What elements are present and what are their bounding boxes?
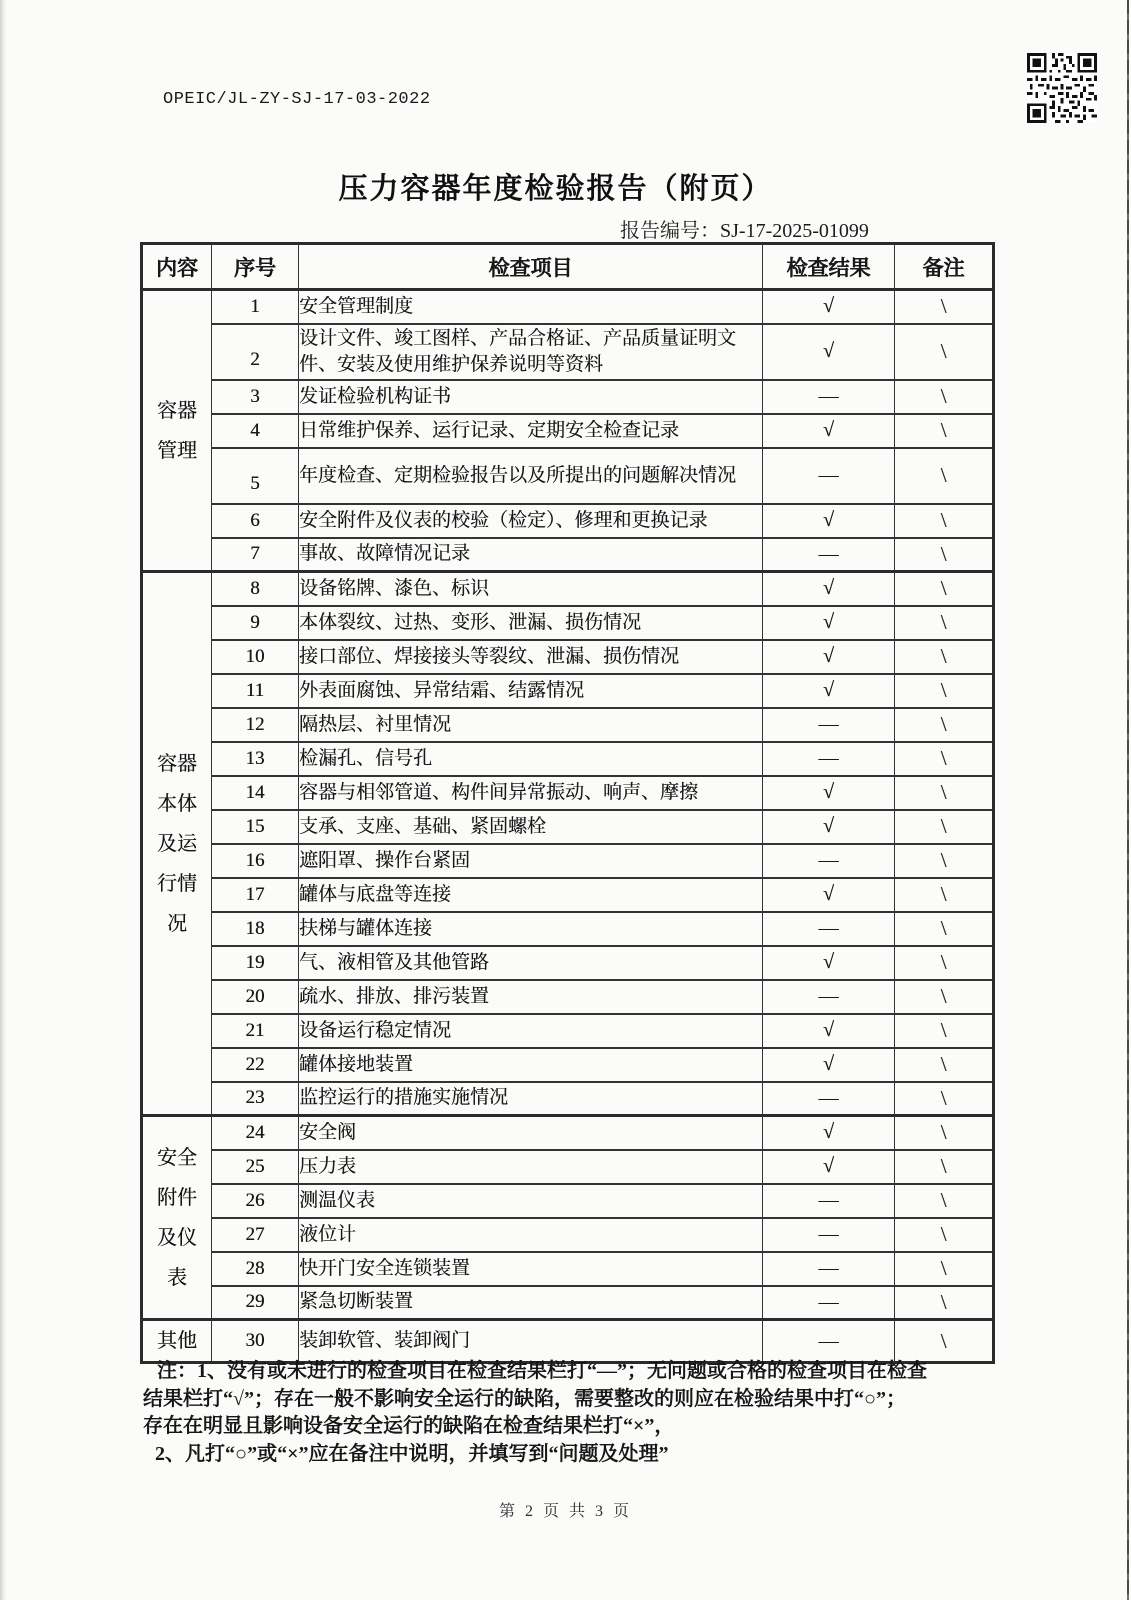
inspection-result-cell: — [763, 708, 895, 742]
document-code: OPEIC/JL-ZY-SJ-17-03-2022 [163, 90, 431, 109]
inspection-item-cell: 疏水、排放、排污装置 [299, 980, 763, 1014]
inspection-table-body [142, 290, 994, 1363]
inspection-result-cell: √ [763, 414, 895, 448]
table-row [142, 1082, 994, 1116]
content-group-label: 管理 [157, 439, 197, 462]
table-row [142, 844, 994, 878]
inspection-result-cell: √ [763, 290, 895, 324]
table-row [142, 980, 994, 1014]
remark-cell: \ [895, 946, 994, 980]
content-group-cell [142, 1320, 212, 1363]
inspection-result-cell: — [763, 380, 895, 414]
remark-cell: \ [895, 1082, 994, 1116]
inspection-item-cell: 隔热层、衬里情况 [299, 708, 763, 742]
serial-number-cell: 1 [212, 290, 299, 324]
serial-number-cell: 29 [212, 1286, 299, 1320]
inspection-item-cell: 支承、支座、基础、紧固螺栓 [299, 810, 763, 844]
remark-cell: \ [895, 1320, 994, 1363]
table-row [142, 1286, 994, 1320]
remark-cell: \ [895, 290, 994, 324]
table-row [142, 640, 994, 674]
footnote-line: 存在在明显且影响设备安全运行的缺陷在检查结果栏打“×”， [143, 1415, 675, 1437]
inspection-result-cell: — [763, 1082, 895, 1116]
inspection-item-cell: 安全管理制度 [299, 290, 763, 324]
inspection-result-cell: — [763, 1320, 895, 1363]
table-row [142, 504, 994, 538]
inspection-result-cell: √ [763, 946, 895, 980]
table-row [142, 674, 994, 708]
inspection-item-cell: 遮阳罩、操作台紧固 [299, 844, 763, 878]
table-row [142, 380, 994, 414]
remark-cell: \ [895, 1286, 994, 1320]
serial-number-cell: 14 [212, 776, 299, 810]
remark-cell: \ [895, 1048, 994, 1082]
header-remark: 备注 [895, 244, 994, 290]
table-row [142, 946, 994, 980]
inspection-item-cell: 安全附件及仪表的校验（检定）、修理和更换记录 [299, 504, 763, 538]
inspection-result-cell: √ [763, 606, 895, 640]
table-row [142, 606, 994, 640]
inspection-result-cell: √ [763, 810, 895, 844]
remark-cell: \ [895, 1116, 994, 1150]
inspection-item-cell: 接口部位、焊接接头等裂纹、泄漏、损伤情况 [299, 640, 763, 674]
remark-cell: \ [895, 980, 994, 1014]
serial-number-cell: 15 [212, 810, 299, 844]
content-group-label: 及仪 [157, 1226, 197, 1249]
inspection-result-cell: — [763, 1184, 895, 1218]
inspection-item-cell: 压力表 [299, 1150, 763, 1184]
serial-number-cell: 9 [212, 606, 299, 640]
inspection-result-cell: — [763, 844, 895, 878]
serial-number-cell: 24 [212, 1116, 299, 1150]
serial-number-cell: 28 [212, 1252, 299, 1286]
table-row [142, 1150, 994, 1184]
remark-cell: \ [895, 572, 994, 606]
inspection-item-cell: 紧急切断装置 [299, 1286, 763, 1320]
inspection-result-cell: — [763, 1252, 895, 1286]
remark-cell: \ [895, 742, 994, 776]
serial-number-cell: 5 [212, 448, 299, 504]
table-row [142, 448, 994, 504]
table-row [142, 1184, 994, 1218]
remark-cell: \ [895, 448, 994, 504]
inspection-item-cell: 本体裂纹、过热、变形、泄漏、损伤情况 [299, 606, 763, 640]
serial-number-cell: 21 [212, 1014, 299, 1048]
table-row [142, 572, 994, 606]
content-group-label: 安全 [157, 1146, 197, 1169]
table-row [142, 324, 994, 380]
content-group-label: 表 [167, 1266, 187, 1289]
footnote-line: 结果栏打“√”；存在一般不影响安全运行的缺陷，需要整改的则应在检验结果中打“○”； [143, 1387, 907, 1410]
remark-cell: \ [895, 844, 994, 878]
table-row [142, 1218, 994, 1252]
content-group-cell [142, 1116, 212, 1320]
serial-number-cell: 10 [212, 640, 299, 674]
table-row [142, 1116, 994, 1150]
header-inspection-item: 检查项目 [299, 244, 763, 290]
inspection-result-cell: √ [763, 776, 895, 810]
inspection-item-cell: 设备运行稳定情况 [299, 1014, 763, 1048]
inspection-item-cell: 检漏孔、信号孔 [299, 742, 763, 776]
serial-number-cell: 2 [212, 324, 299, 380]
serial-number-cell: 7 [212, 538, 299, 572]
inspection-item-cell: 事故、故障情况记录 [299, 538, 763, 572]
inspection-item-cell: 日常维护保养、运行记录、定期安全检查记录 [299, 414, 763, 448]
table-row [142, 742, 994, 776]
table-row [142, 538, 994, 572]
content-group-label: 及运 [157, 832, 197, 855]
inspection-item-cell: 发证检验机构证书 [299, 380, 763, 414]
inspection-result-cell: √ [763, 1014, 895, 1048]
qr-code-icon [1027, 52, 1097, 124]
inspection-result-cell: — [763, 742, 895, 776]
serial-number-cell: 11 [212, 674, 299, 708]
table-row [142, 1014, 994, 1048]
serial-number-cell: 3 [212, 380, 299, 414]
serial-number-cell: 12 [212, 708, 299, 742]
inspection-item-cell: 外表面腐蚀、异常结霜、结露情况 [299, 674, 763, 708]
serial-number-cell: 16 [212, 844, 299, 878]
content-group-label: 容器 [157, 752, 197, 775]
remark-cell: \ [895, 414, 994, 448]
inspection-result-cell: — [763, 448, 895, 504]
serial-number-cell: 23 [212, 1082, 299, 1116]
table-row [142, 414, 994, 448]
page-title: 压力容器年度检验报告（附页） [338, 173, 773, 205]
content-group-label: 行情 [157, 872, 197, 895]
inspection-result-cell: √ [763, 504, 895, 538]
header-inspection-result: 检查结果 [763, 244, 895, 290]
remark-cell: \ [895, 324, 994, 380]
inspection-result-cell: — [763, 1218, 895, 1252]
inspection-item-cell: 年度检查、定期检验报告以及所提出的问题解决情况 [299, 448, 763, 504]
table-row [142, 1252, 994, 1286]
inspection-result-cell: √ [763, 1150, 895, 1184]
inspection-item-cell: 容器与相邻管道、构件间异常振动、响声、摩擦 [299, 776, 763, 810]
header-content: 内容 [142, 244, 212, 290]
remark-cell: \ [895, 538, 994, 572]
serial-number-cell: 4 [212, 414, 299, 448]
inspection-result-cell: — [763, 980, 895, 1014]
report-number: 报告编号：SJ-17-2025-01099 [620, 220, 869, 242]
remark-cell: \ [895, 878, 994, 912]
table-row [142, 708, 994, 742]
table-row [142, 1320, 994, 1363]
table-row [142, 776, 994, 810]
table-row [142, 810, 994, 844]
inspection-item-cell: 罐体与底盘等连接 [299, 878, 763, 912]
table-row [142, 290, 994, 324]
inspection-result-cell: √ [763, 324, 895, 380]
content-group-label: 其他 [157, 1330, 197, 1352]
inspection-result-cell: — [763, 1286, 895, 1320]
scan-edge-artifact-right [1127, 0, 1129, 1600]
page-number: 第 2 页 共 3 页 [498, 1503, 632, 1520]
serial-number-cell: 27 [212, 1218, 299, 1252]
content-group-label: 附件 [157, 1186, 197, 1209]
table-row [142, 878, 994, 912]
serial-number-cell: 26 [212, 1184, 299, 1218]
remark-cell: \ [895, 810, 994, 844]
inspection-result-cell: √ [763, 640, 895, 674]
remark-cell: \ [895, 504, 994, 538]
content-group-label: 本体 [157, 792, 197, 815]
remark-cell: \ [895, 674, 994, 708]
serial-number-cell: 18 [212, 912, 299, 946]
scan-edge-artifact-left [0, 0, 7, 1600]
inspection-item-cell: 测温仪表 [299, 1184, 763, 1218]
inspection-result-cell: √ [763, 878, 895, 912]
remark-cell: \ [895, 1014, 994, 1048]
content-group-label: 容器 [157, 399, 197, 422]
inspection-item-cell: 设备铭牌、漆色、标识 [299, 572, 763, 606]
inspection-table [140, 242, 995, 1364]
inspection-item-cell: 罐体接地装置 [299, 1048, 763, 1082]
remark-cell: \ [895, 1252, 994, 1286]
inspection-item-cell: 气、液相管及其他管路 [299, 946, 763, 980]
inspection-result-cell: √ [763, 674, 895, 708]
remark-cell: \ [895, 640, 994, 674]
remark-cell: \ [895, 708, 994, 742]
inspection-item-cell: 快开门安全连锁装置 [299, 1252, 763, 1286]
serial-number-cell: 6 [212, 504, 299, 538]
remark-cell: \ [895, 1184, 994, 1218]
remark-cell: \ [895, 380, 994, 414]
remark-cell: \ [895, 912, 994, 946]
serial-number-cell: 17 [212, 878, 299, 912]
inspection-result-cell: — [763, 538, 895, 572]
inspection-item-cell: 装卸软管、装卸阀门 [299, 1320, 763, 1363]
serial-number-cell: 19 [212, 946, 299, 980]
inspection-result-cell: √ [763, 1116, 895, 1150]
remark-cell: \ [895, 1150, 994, 1184]
table-row [142, 912, 994, 946]
footnote-line: 2、凡打“○”或“×”应在备注中说明，并填写到“问题及处理” [155, 1442, 669, 1465]
inspection-item-cell: 安全阀 [299, 1116, 763, 1150]
inspection-result-cell: — [763, 912, 895, 946]
inspection-item-cell: 设计文件、竣工图样、产品合格证、产品质量证明文件、安装及使用维护保养说明等资料 [299, 324, 763, 380]
serial-number-cell: 22 [212, 1048, 299, 1082]
content-group-label: 况 [167, 912, 187, 935]
remark-cell: \ [895, 776, 994, 810]
inspection-result-cell: √ [763, 572, 895, 606]
footnotes [143, 1358, 958, 1468]
footnote-line: 注：1、没有或未进行的检查项目在检查结果栏打“—”；无问题或合格的检查项目在检查 [157, 1360, 927, 1382]
serial-number-cell: 25 [212, 1150, 299, 1184]
header-serial-number: 序号 [212, 244, 299, 290]
content-group-cell [142, 572, 212, 1116]
table-header-row [142, 244, 994, 290]
inspection-item-cell: 监控运行的措施实施情况 [299, 1082, 763, 1116]
serial-number-cell: 20 [212, 980, 299, 1014]
remark-cell: \ [895, 1218, 994, 1252]
serial-number-cell: 30 [212, 1320, 299, 1363]
remark-cell: \ [895, 606, 994, 640]
inspection-item-cell: 液位计 [299, 1218, 763, 1252]
inspection-result-cell: √ [763, 1048, 895, 1082]
content-group-cell [142, 290, 212, 572]
table-row [142, 1048, 994, 1082]
serial-number-cell: 8 [212, 572, 299, 606]
inspection-item-cell: 扶梯与罐体连接 [299, 912, 763, 946]
serial-number-cell: 13 [212, 742, 299, 776]
